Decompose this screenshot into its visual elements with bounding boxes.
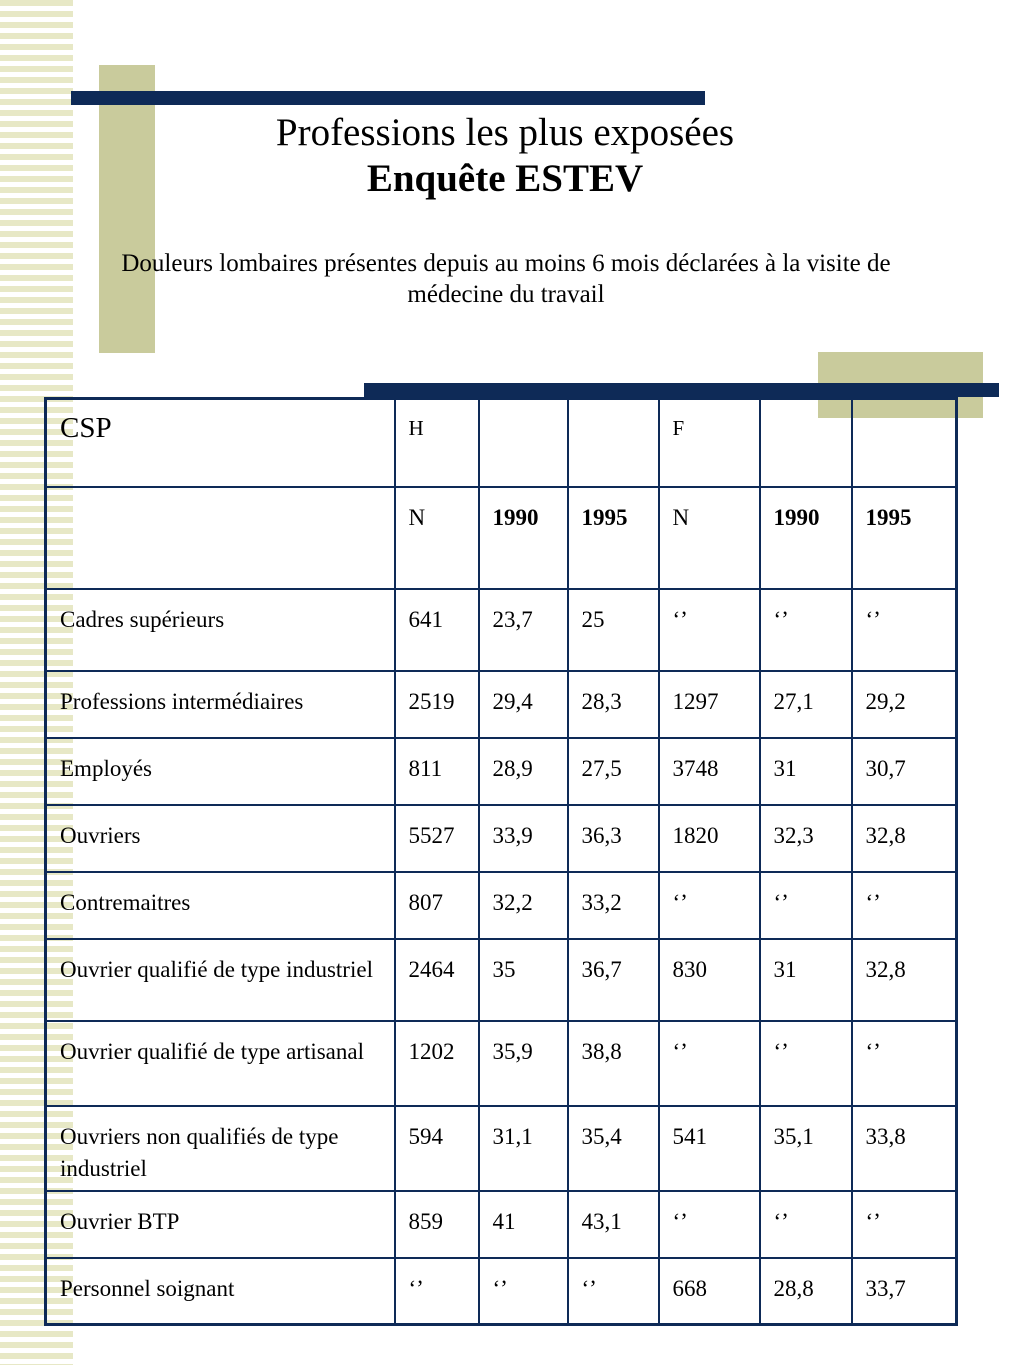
header-cell-f: F (659, 399, 760, 487)
table-cell-csp: Ouvrier qualifié de type industriel (46, 939, 395, 1021)
header-cell-n-f: N (659, 487, 760, 589)
table-cell-csp: Professions intermédiaires (46, 671, 395, 738)
table-cell-1990-f: 32,3 (760, 805, 852, 872)
slide-title-bold: Enquête ESTEV (366, 157, 644, 200)
header-cell-empty (852, 399, 957, 487)
table-cell-1995-f: ‘’ (852, 589, 957, 671)
table-cell-csp: Cadres supérieurs (46, 589, 395, 671)
table-cell-csp: Ouvriers (46, 805, 395, 872)
table-cell-1990-h: 29,4 (479, 671, 568, 738)
table-cell-n-f: ‘’ (659, 1021, 760, 1106)
navy-accent-bar-right (364, 383, 999, 397)
table-cell-1995-h: 25 (568, 589, 659, 671)
table-cell-n-h: 811 (395, 738, 479, 805)
table-cell-1990-f: 28,8 (760, 1258, 852, 1325)
table-cell-1990-f: ‘’ (760, 589, 852, 671)
table-cell-1990-h: 35 (479, 939, 568, 1021)
table-cell-1990-h: ‘’ (479, 1258, 568, 1325)
table-cell-1995-h: 28,3 (568, 671, 659, 738)
header-cell-h: H (395, 399, 479, 487)
table-cell-1995-f: 33,8 (852, 1106, 957, 1191)
table-cell-1995-h: 36,3 (568, 805, 659, 872)
table-cell-1995-f: ‘’ (852, 1021, 957, 1106)
table-cell-csp: Personnel soignant (46, 1258, 395, 1325)
table-cell-1990-f: 35,1 (760, 1106, 852, 1191)
navy-accent-bar-top (71, 91, 705, 105)
table-cell-n-h: 859 (395, 1191, 479, 1258)
table-cell-1995-f: ‘’ (852, 872, 957, 939)
table-cell-n-h: ‘’ (395, 1258, 479, 1325)
table-cell-1995-f: 29,2 (852, 671, 957, 738)
table-cell-csp: Contremaitres (46, 872, 395, 939)
table-cell-1990-h: 41 (479, 1191, 568, 1258)
table-header-row-years (46, 487, 957, 589)
data-table (44, 397, 958, 1326)
table-cell-1990-f: ‘’ (760, 1021, 852, 1106)
table-cell-1990-h: 33,9 (479, 805, 568, 872)
table-row (46, 805, 957, 872)
table-cell-1995-h: ‘’ (568, 1258, 659, 1325)
table-cell-csp: Employés (46, 738, 395, 805)
slide-subtitle: Douleurs lombaires présentes depuis au moins 6 mois déclarées à la visite de médecine du travail (121, 250, 891, 308)
table-row (46, 939, 957, 1021)
header-cell-csp: CSP (46, 399, 395, 487)
table-cell-n-f: 1297 (659, 671, 760, 738)
table-cell-1995-f: ‘’ (852, 1191, 957, 1258)
table-cell-n-f: 541 (659, 1106, 760, 1191)
header-cell-1990-h: 1990 (479, 487, 568, 589)
header-cell-1995-f: 1995 (852, 487, 957, 589)
table-cell-1990-f: ‘’ (760, 1191, 852, 1258)
table-cell-1995-f: 32,8 (852, 939, 957, 1021)
table-cell-1995-h: 36,7 (568, 939, 659, 1021)
table-cell-n-h: 641 (395, 589, 479, 671)
table-cell-n-h: 594 (395, 1106, 479, 1191)
table-row (46, 1021, 957, 1106)
table-cell-1995-f: 33,7 (852, 1258, 957, 1325)
table-cell-n-f: ‘’ (659, 872, 760, 939)
header-cell-empty (760, 399, 852, 487)
header-cell-empty (479, 399, 568, 487)
table-cell-1995-h: 35,4 (568, 1106, 659, 1191)
table-row (46, 1258, 957, 1325)
header-cell-empty (46, 487, 395, 589)
table-cell-n-h: 2519 (395, 671, 479, 738)
table-cell-csp: Ouvrier BTP (46, 1191, 395, 1258)
table-header-row-gender (46, 399, 957, 487)
table-cell-1995-h: 38,8 (568, 1021, 659, 1106)
table-cell-1990-h: 23,7 (479, 589, 568, 671)
table-cell-csp: Ouvriers non qualifiés de type industriel (46, 1106, 395, 1191)
table-cell-n-f: 1820 (659, 805, 760, 872)
table-row (46, 671, 957, 738)
table-cell-1990-h: 35,9 (479, 1021, 568, 1106)
slide-title: Professions les plus exposées (275, 111, 735, 154)
table-row (46, 1191, 957, 1258)
table-cell-n-h: 5527 (395, 805, 479, 872)
table-cell-1995-h: 27,5 (568, 738, 659, 805)
table-row (46, 1106, 957, 1191)
table-row (46, 589, 957, 671)
table-cell-1995-h: 33,2 (568, 872, 659, 939)
table-cell-n-f: ‘’ (659, 589, 760, 671)
table-cell-n-h: 807 (395, 872, 479, 939)
table-cell-1990-h: 31,1 (479, 1106, 568, 1191)
table-cell-1990-h: 32,2 (479, 872, 568, 939)
table-cell-1990-f: ‘’ (760, 872, 852, 939)
table-cell-n-f: ‘’ (659, 1191, 760, 1258)
table-row (46, 872, 957, 939)
table-cell-1990-f: 31 (760, 939, 852, 1021)
table-cell-1990-h: 28,9 (479, 738, 568, 805)
table-cell-csp: Ouvrier qualifié de type artisanal (46, 1021, 395, 1106)
table-cell-1995-h: 43,1 (568, 1191, 659, 1258)
header-cell-1995-h: 1995 (568, 487, 659, 589)
table-cell-n-h: 1202 (395, 1021, 479, 1106)
table-cell-1990-f: 27,1 (760, 671, 852, 738)
table-cell-1995-f: 30,7 (852, 738, 957, 805)
table-cell-1990-f: 31 (760, 738, 852, 805)
table-cell-n-f: 3748 (659, 738, 760, 805)
table-cell-1995-f: 32,8 (852, 805, 957, 872)
header-cell-empty (568, 399, 659, 487)
table-cell-n-h: 2464 (395, 939, 479, 1021)
header-cell-n-h: N (395, 487, 479, 589)
table-cell-n-f: 668 (659, 1258, 760, 1325)
table-cell-n-f: 830 (659, 939, 760, 1021)
table-row (46, 738, 957, 805)
header-cell-1990-f: 1990 (760, 487, 852, 589)
